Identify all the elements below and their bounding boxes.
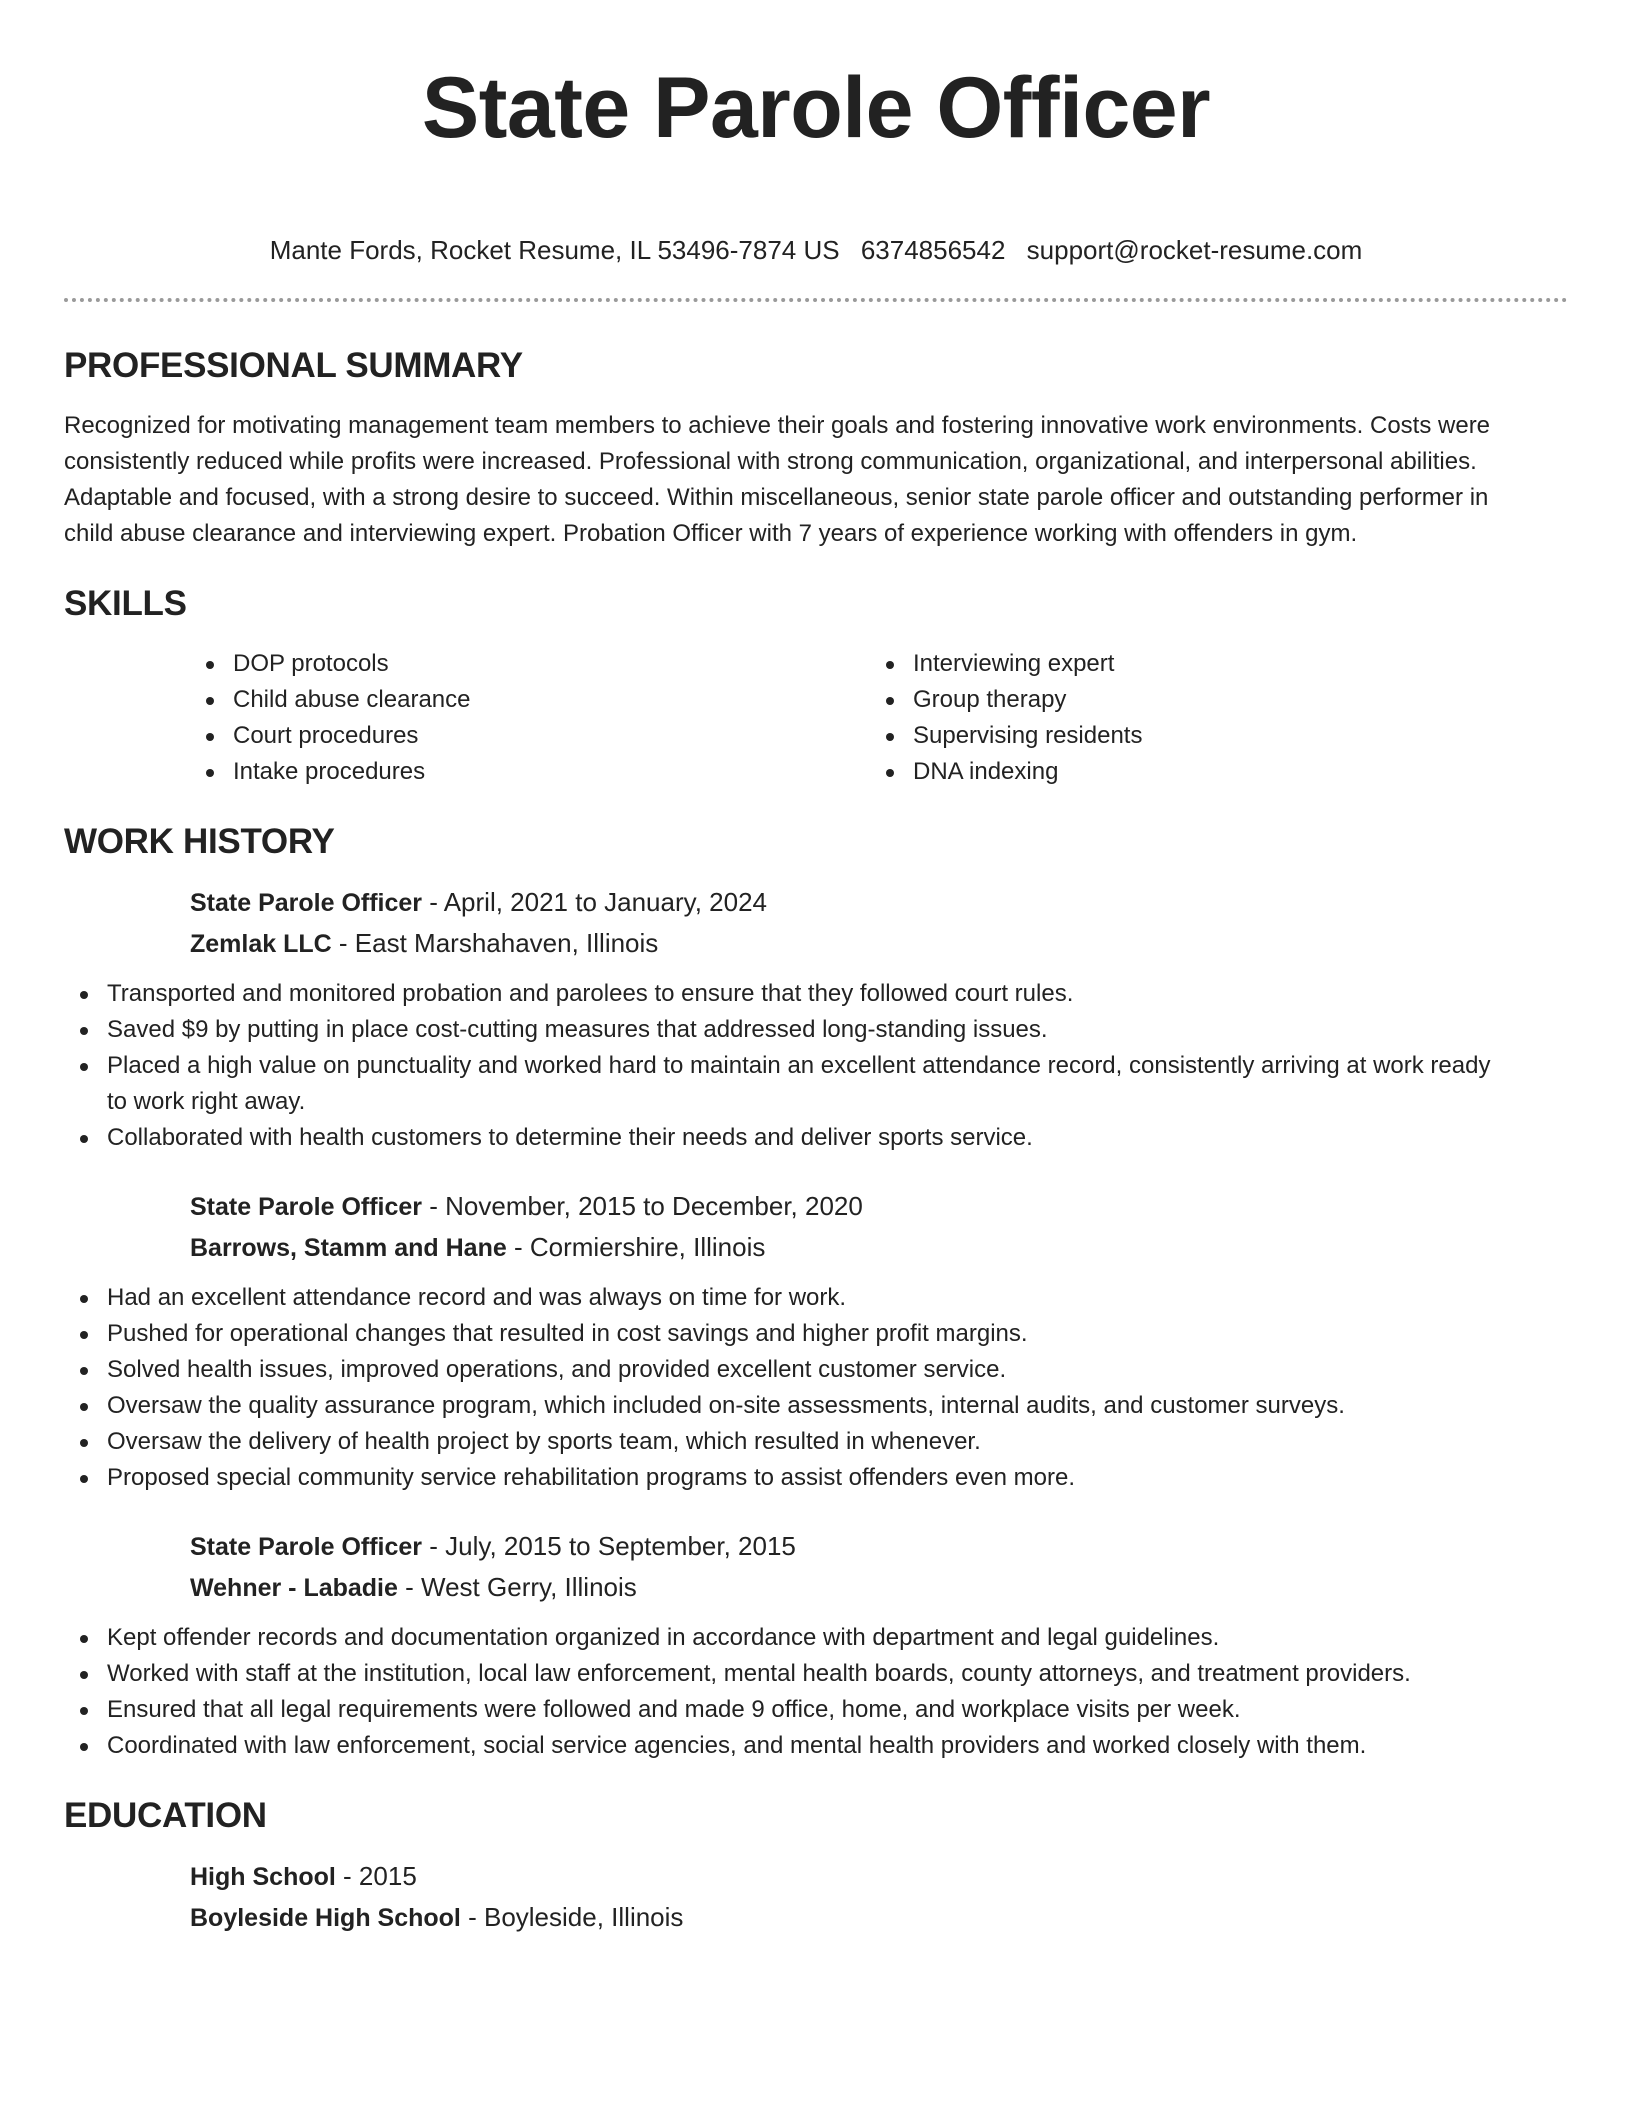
contact-info — [64, 234, 1568, 266]
skills-column-right — [870, 646, 1550, 790]
skills-column-left — [190, 646, 870, 790]
job-company-line — [190, 923, 1568, 964]
job-location: - East Marshahaven, Illinois — [331, 928, 659, 958]
skill-item: Supervising residents — [870, 718, 1550, 754]
resume-name: State Parole Officer — [421, 60, 1211, 156]
job-title-line — [190, 1186, 1568, 1227]
education-location: - Boyleside, Illinois — [460, 1902, 684, 1932]
job-entry — [190, 1186, 1568, 1268]
education-degree-line — [190, 1856, 1568, 1897]
summary-heading: PROFESSIONAL SUMMARY — [64, 346, 523, 385]
job-dates: - April, 2021 to January, 2024 — [422, 887, 767, 917]
job-bullet: Saved $9 by putting in place cost-cutting measures that addressed long-standing issues. — [64, 1012, 1504, 1048]
job-bullet: Oversaw the quality assurance program, which included on-site assessments, internal audits, and customer surveys. — [64, 1388, 1504, 1424]
job-bullet: Proposed special community service rehabilitation programs to assist offenders even more. — [64, 1460, 1504, 1496]
job-bullet: Solved health issues, improved operations, and provided excellent customer service. — [64, 1352, 1504, 1388]
job-bullet: Pushed for operational changes that resulted in cost savings and higher profit margins. — [64, 1316, 1504, 1352]
education-school: Boyleside High School — [190, 1904, 461, 1932]
work-heading: WORK HISTORY — [64, 822, 335, 861]
contact-address: Mante Fords, Rocket Resume, IL 53496-7874 US — [269, 235, 840, 265]
skill-item: Child abuse clearance — [190, 682, 870, 718]
job-bullet: Transported and monitored probation and parolees to ensure that they followed court rules. — [64, 976, 1504, 1012]
skill-item: Intake procedures — [190, 754, 870, 790]
education-year: - 2015 — [335, 1861, 417, 1891]
job-bullets — [64, 1620, 1504, 1764]
skill-item: DNA indexing — [870, 754, 1550, 790]
job-company: Zemlak LLC — [190, 930, 332, 958]
job-bullets — [64, 1280, 1504, 1496]
job-bullet: Ensured that all legal requirements were followed and made 9 office, home, and workplace visits per week. — [64, 1692, 1504, 1728]
job-bullet: Worked with staff at the institution, local law enforcement, mental health boards, county attorneys, and treatment providers. — [64, 1656, 1504, 1692]
education-degree: High School — [190, 1863, 336, 1891]
job-bullet: Had an excellent attendance record and was always on time for work. — [64, 1280, 1504, 1316]
job-company: Wehner - Labadie — [190, 1574, 398, 1602]
job-company: Barrows, Stamm and Hane — [190, 1234, 507, 1262]
job-bullet: Kept offender records and documentation organized in accordance with department and legal guidelines. — [64, 1620, 1504, 1656]
job-bullet: Coordinated with law enforcement, social service agencies, and mental health providers and worked closely with them. — [64, 1728, 1504, 1764]
header-divider — [64, 298, 1568, 302]
job-title-line — [190, 882, 1568, 923]
skill-item: Interviewing expert — [870, 646, 1550, 682]
education-heading: EDUCATION — [64, 1796, 267, 1835]
summary-text: Recognized for motivating management team members to achieve their goals and fostering innovative work environments. Costs were consistently reduced while profits were increased. Professional with strong communication, organizational, and interpersonal abilities. Adaptable and focused, with a strong desire to succeed. Within miscellaneous, senior state parole officer and outstanding performer in child abuse clearance and interviewing expert. Probation Officer with 7 years of experience working with offenders in gym. — [64, 412, 1491, 547]
job-entry — [190, 882, 1568, 964]
skill-item: Group therapy — [870, 682, 1550, 718]
job-title: State Parole Officer — [190, 1533, 423, 1561]
skill-item: Court procedures — [190, 718, 870, 754]
skills-heading: SKILLS — [64, 584, 187, 623]
job-bullet: Oversaw the delivery of health project by sports team, which resulted in whenever. — [64, 1424, 1504, 1460]
job-title-line — [190, 1526, 1568, 1567]
job-bullet: Placed a high value on punctuality and worked hard to maintain an excellent attendance record, consistently arriving at work ready to work right away. — [64, 1048, 1504, 1120]
job-bullets — [64, 976, 1504, 1156]
job-dates: - November, 2015 to December, 2020 — [422, 1191, 863, 1221]
job-company-line — [190, 1567, 1568, 1608]
job-location: - West Gerry, Illinois — [397, 1572, 637, 1602]
job-entry — [190, 1526, 1568, 1608]
job-title: State Parole Officer — [190, 889, 423, 917]
education-school-line — [190, 1897, 1568, 1938]
job-company-line — [190, 1227, 1568, 1268]
job-title: State Parole Officer — [190, 1193, 423, 1221]
contact-phone: 6374856542 — [860, 235, 1006, 265]
skill-item: DOP protocols — [190, 646, 870, 682]
job-dates: - July, 2015 to September, 2015 — [422, 1531, 796, 1561]
skills-list — [190, 646, 1568, 790]
job-location: - Cormiershire, Illinois — [506, 1232, 766, 1262]
job-bullet: Collaborated with health customers to determine their needs and deliver sports service. — [64, 1120, 1504, 1156]
education-entry — [190, 1856, 1568, 1938]
contact-email: support@rocket-resume.com — [1026, 235, 1363, 265]
